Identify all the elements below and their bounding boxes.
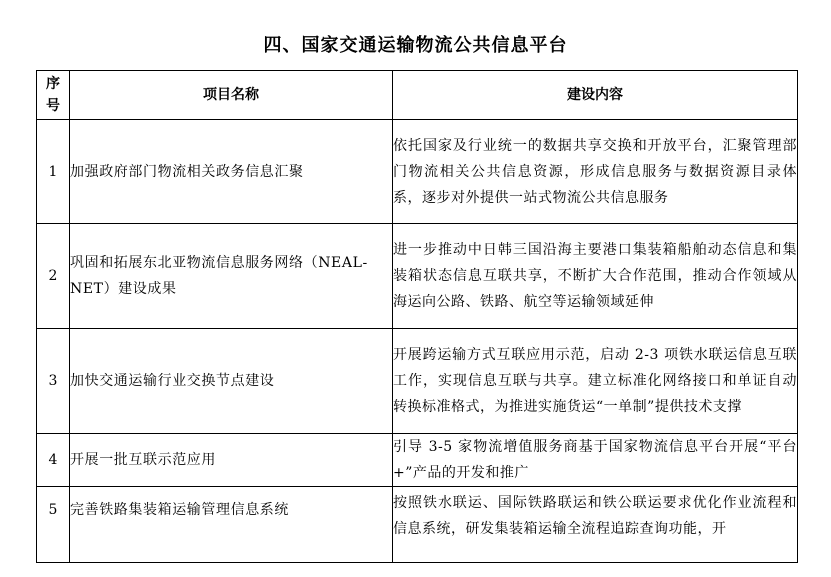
info-table — [36, 70, 798, 563]
row-number: 4 — [37, 434, 70, 487]
project-name: 开展一批互联示范应用 — [70, 434, 393, 487]
project-content: 开展跨运输方式互联应用示范，启动 2-3 项铁水联运信息互联工作，实现信息互联与共享。建立标准化网络接口和单证自动转换标准格式，为推进实施货运“一单制”提供技术支撑 — [393, 329, 798, 434]
table-row — [37, 120, 798, 224]
row-number: 2 — [37, 224, 70, 329]
table-row — [37, 434, 798, 487]
row-number: 1 — [37, 120, 70, 224]
column-header-number-line2: 号 — [46, 98, 60, 114]
page-title: 四、国家交通运输物流公共信息平台 — [263, 35, 568, 56]
column-header-content: 建设内容 — [393, 71, 798, 120]
column-header-name: 项目名称 — [70, 71, 393, 120]
table-row — [37, 224, 798, 329]
project-content: 依托国家及行业统一的数据共享交换和开放平台，汇聚管理部门物流相关公共信息资源，形成信息服务与数据资源目录体系，逐步对外提供一站式物流公共信息服务 — [393, 120, 798, 224]
project-name: 加强政府部门物流相关政务信息汇聚 — [70, 120, 393, 224]
table-row — [37, 329, 798, 434]
project-content: 按照铁水联运、国际铁路联运和铁公联运要求优化作业流程和信息系统，研发集装箱运输全流程追踪查询功能，开 — [393, 487, 798, 563]
column-header-number — [37, 71, 70, 120]
project-name: 加快交通运输行业交换节点建设 — [70, 329, 393, 434]
column-header-number-line1: 序 — [46, 76, 60, 92]
table-row — [37, 487, 798, 563]
project-name: 完善铁路集装箱运输管理信息系统 — [70, 487, 393, 563]
row-number: 3 — [37, 329, 70, 434]
row-number: 5 — [37, 487, 70, 563]
project-content: 引导 3-5 家物流增值服务商基于国家物流信息平台开展“平台+”产品的开发和推广 — [393, 434, 798, 487]
project-content: 进一步推动中日韩三国沿海主要港口集装箱船舶动态信息和集装箱状态信息互联共享，不断扩大合作范围，推动合作领域从海运向公路、铁路、航空等运输领域延伸 — [393, 224, 798, 329]
table-header-row — [37, 71, 798, 120]
project-name: 巩固和拓展东北亚物流信息服务网络（NEAL-NET）建设成果 — [70, 224, 393, 329]
